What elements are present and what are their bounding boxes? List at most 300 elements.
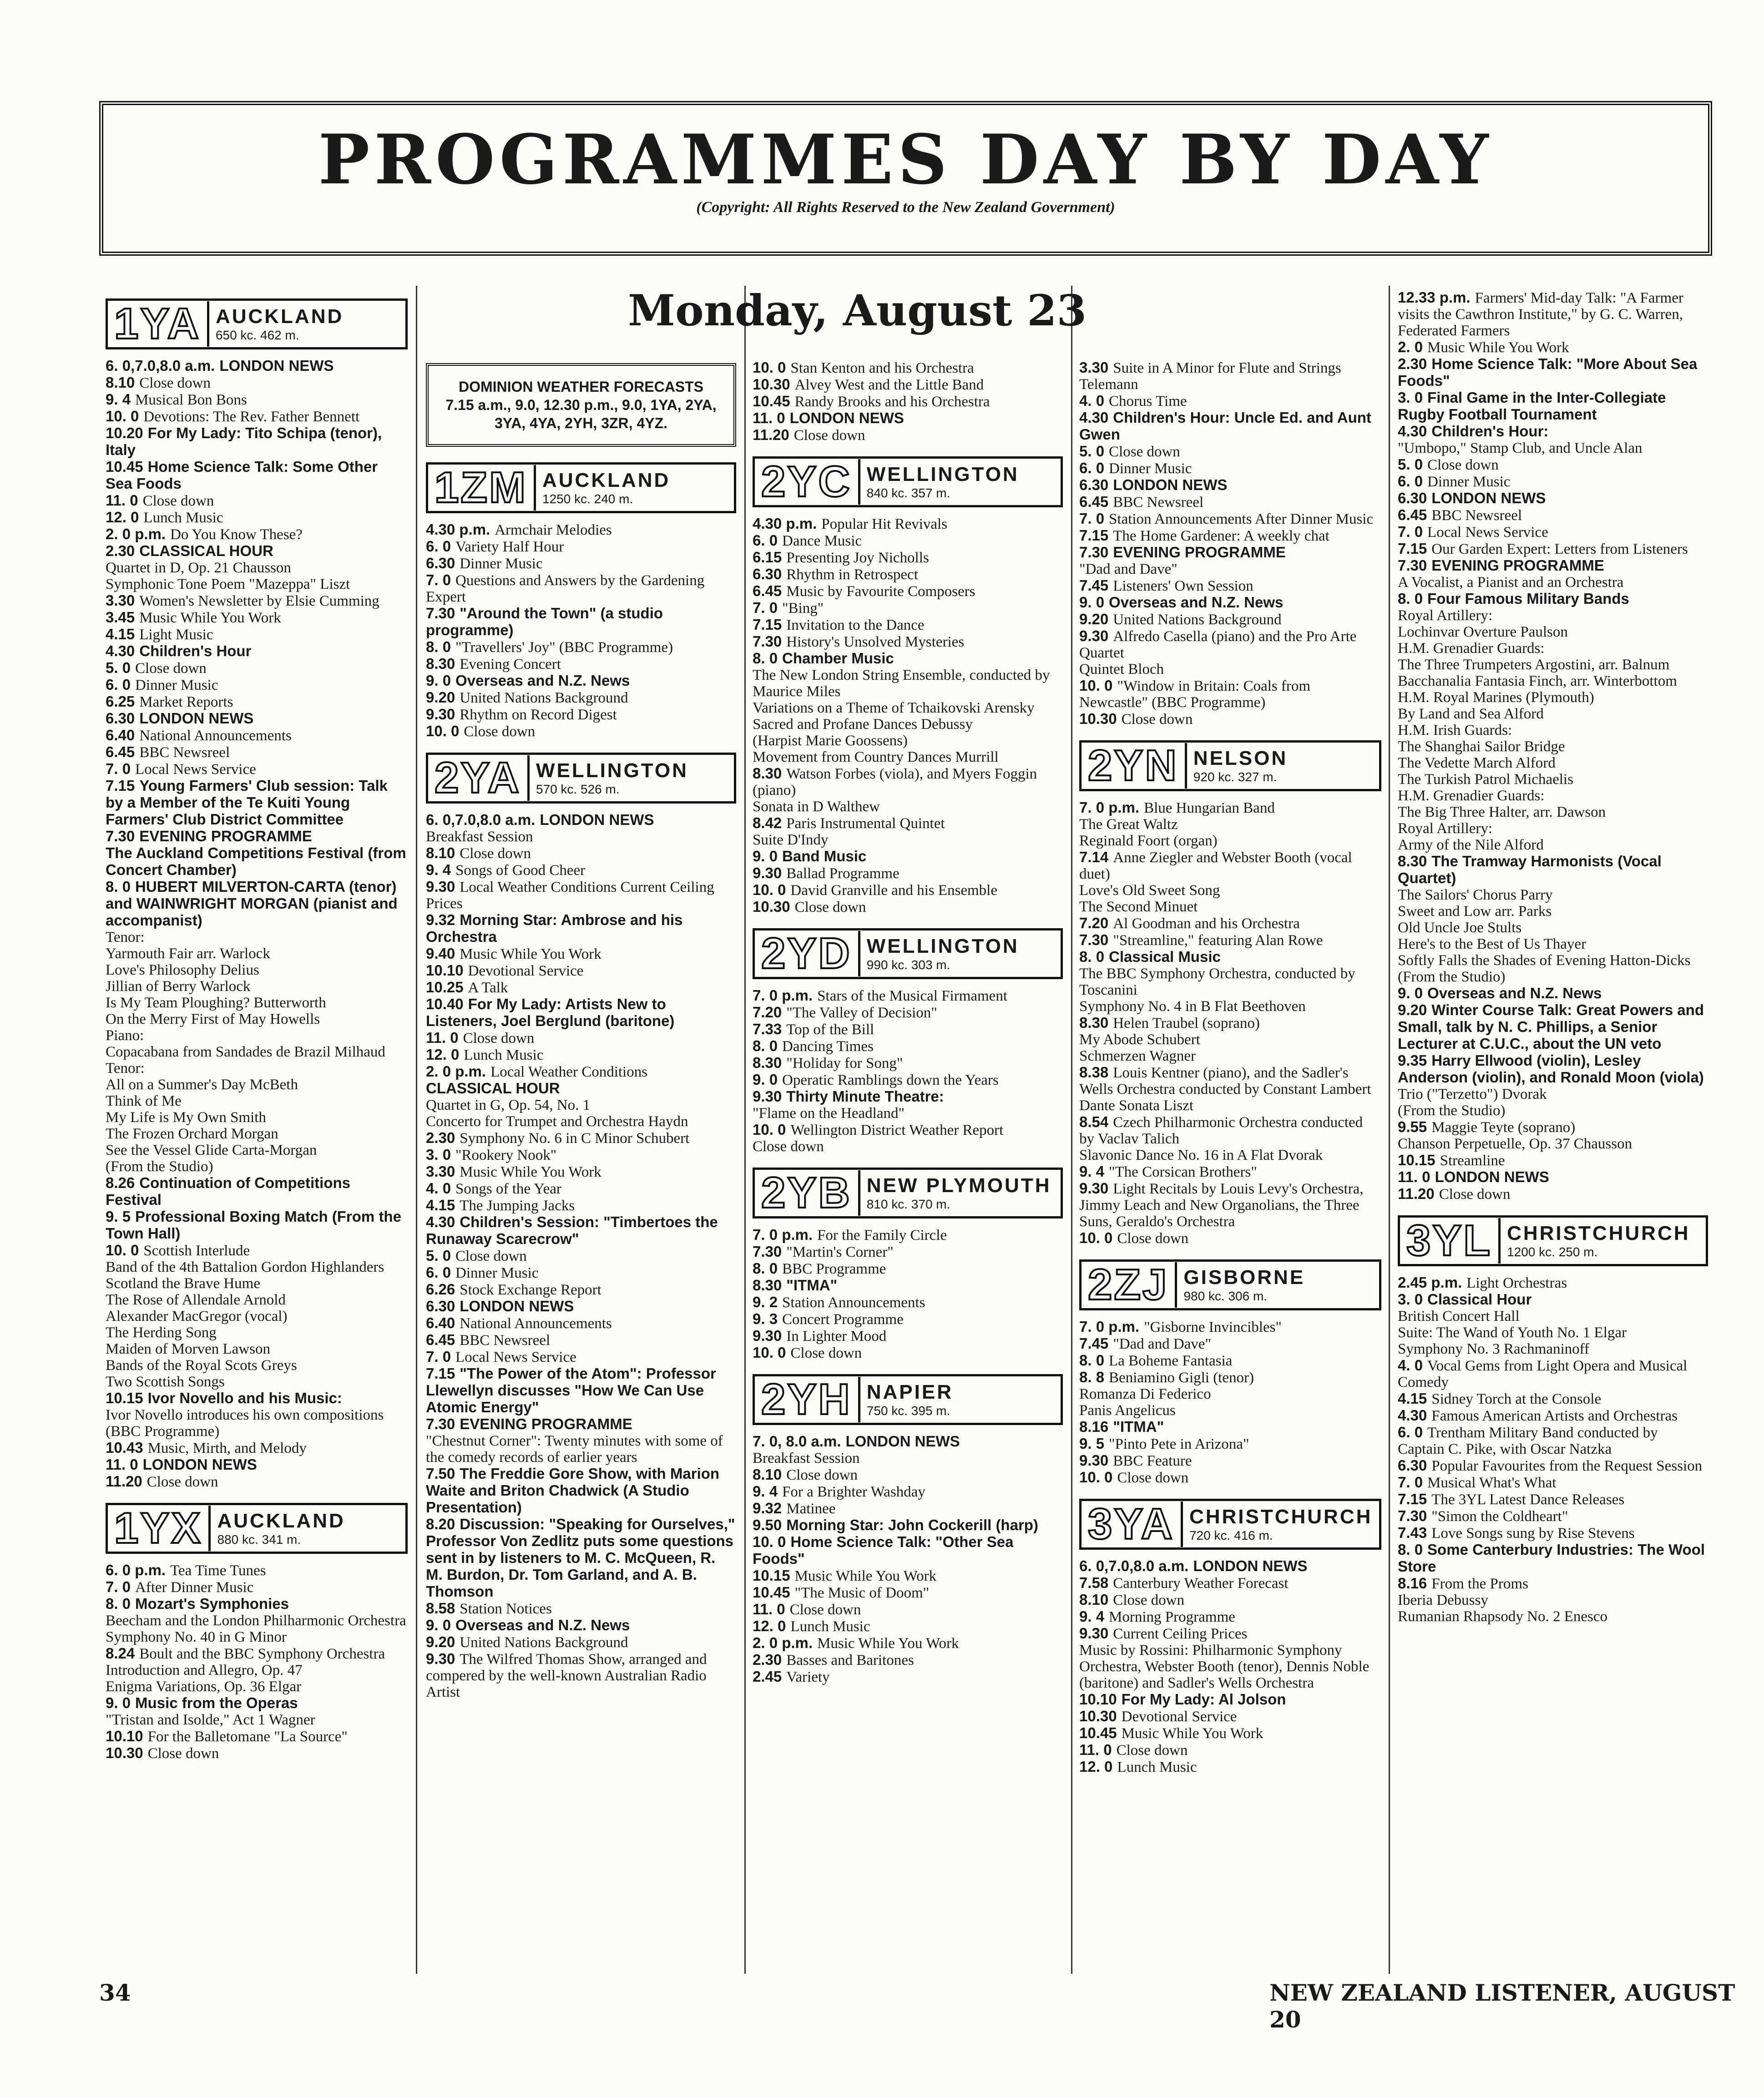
programme-entry [1398,755,1708,771]
programme-entry [753,393,1063,410]
programme-entry [1079,1725,1381,1742]
column-5 [1391,289,1714,1975]
programme-entry [1079,1759,1381,1775]
programme-title: "The Corsican Brothers" [1109,1164,1257,1180]
programme-time: 7. 0 [426,571,451,588]
programme-time: 7. 0 [106,760,131,777]
programme-entry [426,1214,736,1248]
programme-highlight: Four Famous Military Bands [1427,590,1629,607]
programme-title: "The Music of Doom" [794,1585,930,1601]
programme-entry [426,1349,736,1365]
programme-highlight: Classical Music [1109,948,1221,965]
programme-title: The Turkish Patrol Michaelis [1398,771,1573,788]
programme-time: 6.30 [426,1298,455,1314]
programme-entry [1398,339,1708,356]
programme-time: 8. 0 [753,1260,778,1277]
programme-entry [1398,640,1708,657]
programme-title: Farmers' Mid-day Talk: "A Farmer visits the Cawthron Institute," by G. C. Warren, Federated Farmers [1398,290,1683,339]
programme-title: My Life is My Own Smith [106,1109,266,1126]
programme-title: Suite in A Minor for Flute and Strings Telemann [1079,360,1341,393]
programme-entry [106,879,408,929]
programme-entry [1398,440,1708,456]
programme-time: 6.26 [426,1281,455,1298]
programme-time: 7.30 [1398,557,1427,574]
programme-highlight: LONDON NEWS [1435,1168,1549,1185]
column-2 [420,355,743,1975]
programme-title: Close down [1117,1230,1189,1247]
programme-time: 11. 0 [106,492,138,509]
programme-entry [753,1227,1063,1244]
programme-time: 4.30 p.m. [426,521,490,538]
programme-title: Close down [1439,1186,1511,1203]
programme-entry [1398,1508,1708,1525]
programme-time: 9.20 [1398,1001,1427,1018]
programme-title: Rhythm in Retrospect [786,566,918,583]
programme-entry [1398,490,1708,507]
programme-time: 10. 0 [753,881,786,898]
programme-time: 7.15 [106,777,135,794]
programme-title: History's Unsolved Mysteries [786,634,965,650]
programme-entry [1398,1592,1708,1608]
programme-title: The Shanghai Sailor Bridge [1398,738,1565,755]
programme-time: 8. 0 [1079,1352,1105,1369]
listing-2yc [753,516,1063,915]
programme-title: Music by Favourite Composers [786,583,976,600]
programme-time: 7.33 [753,1021,782,1037]
programme-title: "Bing" [782,600,824,617]
station-header-1ya [106,298,408,349]
programme-time: 11. 0 [1079,1741,1112,1758]
programme-title: Paris Instrumental Quintet [786,815,945,832]
programme-time: 9.30 [753,1088,782,1105]
programme-entry [106,1011,408,1027]
programme-title: "Chestnut Corner": Twenty minutes with some of the comedy records of earlier years [426,1433,723,1466]
programme-entry [426,1365,736,1416]
programme-title: United Nations Background [460,690,628,706]
programme-title: Local News Service [1427,524,1548,541]
programme-highlight: Winter Course Talk: Great Powers and Small, talk by N. C. Phillips, a Senior Lecturer at C.U.C., about the UN veto [1398,1001,1704,1052]
programme-title: Close down [794,899,866,915]
programme-highlight: Mozart's Symphonies [135,1595,289,1612]
programme-entry [426,996,736,1030]
programme-highlight: "The Power of the Atom": Professor Llewellyn discusses "How We Can Use Atomic Energy" [426,1365,716,1416]
programme-entry [1398,673,1708,689]
programme-time: 7.58 [1079,1574,1109,1591]
programme-highlight: Music from the Operas [135,1694,298,1711]
programme-entry [753,716,1063,733]
programme-title: In Lighter Mood [786,1328,887,1345]
station-city: WELLINGTON [866,463,1019,485]
column-rule [416,286,417,1974]
programme-highlight: EVENING PROGRAMME [1431,557,1604,574]
programme-time: 9. 5 [106,1208,131,1225]
programme-entry [1398,524,1708,541]
station-frequency: 1200 kc. 250 m. [1507,1245,1598,1259]
listing-1ya [106,358,408,1490]
programme-title: Close down [1113,1592,1184,1608]
programme-entry [753,1534,1063,1567]
programme-title: Music While You Work [794,1568,937,1584]
programme-title: Royal Artillery: [1398,607,1493,624]
station-city: AUCKLAND [542,469,671,491]
programme-entry [753,1328,1063,1345]
programme-entry [1079,1575,1381,1592]
programme-title: (From the Studio) [1398,969,1506,985]
programme-time: 2.30 [106,542,135,559]
programme-entry [1079,1048,1381,1064]
programme-time: 7.30 [426,1416,455,1432]
programme-time: 10. 0 [1079,677,1113,694]
programme-title: Light Recitals by Louis Levy's Orchestra, Jimmy Leach and New Organolians, the Three Suns, Geraldo's Orchestra [1079,1181,1364,1230]
programme-title: Quartet in G, Op. 54, No. 1 [426,1097,591,1113]
programme-title: National Announcements [139,728,292,744]
programme-time: 8.42 [753,814,782,831]
programme-title: Station Notices [460,1601,552,1617]
column-4 [1073,359,1388,1975]
programme-title: Softly Falls the Shades of Evening Hatton-Dicks [1398,952,1691,969]
programme-title: Love's Old Sweet Song [1079,882,1220,899]
programme-entry [753,410,1063,427]
programme-title: Close down [790,1345,862,1361]
programme-title: Royal Artillery: [1398,820,1493,837]
programme-entry [1398,853,1708,887]
programme-title: Lunch Music [790,1618,870,1635]
programme-time: 7. 0 p.m. [1079,1318,1140,1335]
programme-entry [426,689,736,706]
programme-entry [1079,1592,1381,1608]
programme-entry [1398,1169,1708,1186]
programme-time: 6. 0,7.0,8.0 a.m. [1079,1557,1189,1574]
listing-2ya [426,812,736,1700]
programme-title: Chorus Time [1109,393,1187,409]
programme-title: Breakfast Session [426,829,533,845]
programme-title: Dance Music [782,533,862,549]
station-frequency: 810 kc. 370 m. [866,1197,950,1211]
station-frequency: 880 kc. 341 m. [217,1532,301,1547]
programme-time: 3.45 [106,609,135,626]
programme-title: Market Reports [139,694,233,710]
programme-title: BBC Programme [782,1261,886,1277]
programme-time: 9.32 [753,1500,782,1517]
programme-entry [106,778,408,828]
programme-entry [753,633,1063,650]
programme-entry [753,865,1063,882]
programme-time: 8.16 [1398,1575,1427,1592]
programme-time: 8.10 [1079,1591,1109,1608]
programme-entry [106,1259,408,1275]
programme-title: Stock Exchange Report [460,1282,601,1298]
programme-time: 7. 0 [753,599,778,616]
date-heading: Monday, August 23 [628,286,1087,336]
programme-time: 7.15 [426,1365,455,1382]
programme-title: The Three Trumpeters Argostini, arr. Balnum [1398,657,1670,673]
programme-time: 6. 0 [1398,473,1423,490]
programme-time: 11.20 [753,426,789,443]
programme-title: The Rose of Allendale Arnold [106,1292,286,1308]
programme-time: 2.45 [753,1668,782,1685]
programme-entry [106,1440,408,1456]
listing-2ya-continued [753,359,1063,444]
programme-highlight: Children's Session: "Timbertoes the Runaway Scarecrow" [426,1213,718,1247]
programme-title: Close down [1109,444,1180,460]
programme-title: Top of the Bill [786,1021,874,1038]
programme-title: Dancing Times [782,1038,874,1055]
programme-title: H.M. Royal Marines (Plymouth) [1398,689,1594,706]
programme-entry [1398,1308,1708,1325]
station-call: 1ZM [428,465,536,511]
programme-entry [106,543,408,560]
programme-title: Musical Bon Bons [135,392,247,408]
programme-time: 4.30 p.m. [753,515,817,532]
programme-entry [106,1341,408,1357]
programme-entry [106,660,408,677]
station-header-3ya [1079,1499,1381,1550]
programme-title: Close down [789,1602,861,1618]
listing-2zj [1079,1319,1381,1486]
programme-entry [426,605,736,639]
programme-time: 9.30 [1079,1625,1109,1642]
programme-entry [426,862,736,879]
page-number: 34 [99,1979,131,2006]
programme-title: "Martin's Corner" [786,1244,894,1260]
programme-entry [106,693,408,710]
programme-entry [753,617,1063,633]
weather-title: DOMINION WEATHER FORECASTS [458,379,704,395]
programme-time: 11. 0 [753,409,785,426]
programme-title: The BBC Symphony Orchestra, conducted by Toscanini [1079,966,1355,998]
programme-entry [106,845,408,879]
programme-time: 8.10 [426,844,455,861]
programme-entry [106,526,408,543]
programme-highlight: EVENING PROGRAMME [1113,544,1286,561]
programme-entry [1079,1642,1381,1691]
programme-entry [1398,507,1708,524]
programme-entry [1398,574,1708,591]
programme-entry [1079,1064,1381,1097]
programme-highlight: Young Farmers' Club session: Talk by a Member of the Te Kuiti Young Farmers' Club District Committee [106,777,388,828]
listing-2yh [753,1433,1063,1685]
programme-time: 9. 0 [426,1617,451,1633]
programme-highlight: Classical Hour [1427,1291,1532,1308]
programme-title: Romanza Di Federico [1079,1386,1211,1402]
programme-time: 2. 0 p.m. [426,1063,486,1080]
programme-title: Dinner Music [455,1265,539,1281]
programme-entry [426,1281,736,1298]
column-1 [99,286,414,1974]
programme-title: Music by Rossini: Philharmonic Symphony Orchestra, Webster Booth (tenor), Dennis Noble (baritone) and Sadler's Wells Orchestra [1079,1642,1370,1691]
programme-entry [753,549,1063,566]
programme-entry [753,1277,1063,1294]
programme-title: Close down [147,1474,218,1490]
programme-entry [106,425,408,459]
programme-highlight: "ITMA" [786,1277,838,1294]
station-city: WELLINGTON [536,759,688,782]
programme-title: Watson Forbes (viola), and Myers Foggin (piano) [753,766,1037,799]
programme-entry [1079,932,1381,949]
programme-title: Devotional Service [1121,1709,1237,1725]
programme-highlight: For My Lady: Tito Schipa (tenor), Italy [106,425,382,458]
programme-title: Light Music [139,627,213,643]
programme-entry [1079,1369,1381,1386]
programme-entry [426,979,736,996]
programme-title: Morning Programme [1109,1609,1235,1625]
programme-title: Symphonic Tone Poem "Mazeppa" Liszt [106,576,350,592]
programme-entry [106,1662,408,1678]
programme-time: 9.30 [1079,1180,1109,1197]
programme-time: 4. 0 [1079,392,1105,409]
programme-title: "Dad and Dave" [1079,561,1178,577]
station-frequency: 750 kc. 395 m. [866,1404,950,1418]
station-header-2yn [1079,740,1381,791]
programme-title: Concerto for Trumpet and Orchestra Haydn [426,1113,688,1130]
programme-entry [426,1416,736,1433]
programme-time: 6. 0 [426,1264,451,1281]
programme-time: 6.45 [426,1331,455,1348]
programme-entry [426,1030,736,1046]
programme-entry [753,899,1063,915]
programme-time: 6.45 [106,743,135,760]
programme-entry [106,1456,408,1473]
programme-entry [753,1260,1063,1277]
programme-time: 9. 4 [1079,1608,1105,1625]
programme-title: Variations on a Theme of Tchaikovski Arensky [753,700,1035,716]
listing-3yl [1398,1274,1708,1625]
programme-title: Slavonic Dance No. 16 in A Flat Dvorak [1079,1147,1323,1163]
station-call: 2YD [755,931,860,976]
listing-2yn [1079,799,1381,1247]
programme-entry [426,912,736,945]
programme-time: 10.30 [1079,1708,1117,1724]
programme-time: 9.20 [1079,611,1109,627]
programme-entry [1079,915,1381,932]
programme-entry [106,643,408,660]
programme-title: Popular Favourites from the Request Session [1431,1458,1703,1474]
programme-title: Music, Mirth, and Melody [147,1440,307,1456]
programme-title: Breakfast Session [753,1450,860,1466]
programme-time: 7.30 [426,605,455,622]
programme-entry [1079,577,1381,594]
programme-title: Famous American Artists and Orchestras [1431,1408,1678,1424]
programme-time: 10. 0 [753,1344,786,1361]
programme-title: Army of the Nile Alford [1398,837,1544,853]
programme-highlight: Morning Star: John Cockerill (harp) [786,1517,1038,1533]
programme-time: 4. 0 [426,1180,451,1197]
programme-entry [1079,998,1381,1015]
programme-highlight: EVENING PROGRAMME [139,828,312,844]
programme-entry [106,1292,408,1308]
programme-title: From the Proms [1431,1576,1528,1592]
programme-time: 9.40 [426,945,455,962]
programme-entry [1398,289,1708,339]
programme-entry [753,1294,1063,1311]
programme-highlight: Overseas and N.Z. News [455,1617,630,1633]
programme-time: 10.45 [106,458,143,475]
programme-time: 8.30 [1079,1014,1109,1031]
programme-entry [426,706,736,723]
programme-time: 7.20 [753,1004,782,1021]
programme-entry [753,815,1063,832]
programme-title: Lochinvar Overture Paulson [1398,624,1568,640]
programme-title: Introduction and Allegro, Op. 47 [106,1662,303,1678]
programme-entry [106,1158,408,1175]
programme-entry [426,1516,736,1600]
programme-title: The Frozen Orchard Morgan [106,1126,278,1142]
programme-time: 8.30 [753,765,782,782]
programme-entry [426,639,736,656]
programme-title: Symphony No. 4 in B Flat Beethoven [1079,998,1306,1015]
programme-time: 10.15 [753,1567,790,1584]
programme-time: 6.30 [426,555,455,571]
programme-time: 9.20 [426,1633,455,1650]
programme-entry [1398,356,1708,389]
station-header-2yc [753,456,1063,507]
programme-title: Close down [1427,457,1499,473]
programme-entry [106,1407,408,1440]
station-header-3yl [1398,1215,1708,1266]
programme-title: Trio ("Terzetto") Dvorak [1398,1086,1547,1102]
station-call: 3YL [1400,1218,1501,1264]
listing-2yb [753,1227,1063,1361]
station-frequency: 920 kc. 327 m. [1193,770,1277,784]
programme-time: 6.30 [106,710,135,727]
programme-time: 4.30 [1079,409,1109,426]
programme-entry [1079,966,1381,998]
station-frequency: 840 kc. 357 m. [866,486,950,500]
programme-time: 10.45 [1079,1724,1117,1741]
programme-entry [426,1147,736,1163]
programme-entry [106,1745,408,1762]
station-frequency: 980 kc. 306 m. [1183,1289,1268,1303]
programme-title: Matinee [786,1501,836,1517]
programme-entry [1398,722,1708,738]
programme-entry [1398,1052,1708,1086]
programme-title: Our Garden Expert: Letters from Listeners [1431,541,1688,557]
listing-1yx [106,1562,408,1762]
programme-title: Armchair Melodies [495,522,612,538]
programme-entry [1079,882,1381,899]
programme-title: Sweet and Low arr. Parks [1398,903,1552,920]
programme-entry [106,1596,408,1613]
programme-time: 8. 0 [1398,1541,1423,1558]
programme-title: Band of the 4th Battalion Gordon Highlanders [106,1259,384,1275]
programme-entry [1398,1457,1708,1474]
programme-title: BBC Feature [1113,1453,1192,1469]
programme-entry [106,509,408,526]
station-call: 3YA [1082,1501,1183,1547]
programme-entry [426,962,736,979]
column-3 [746,359,1069,1975]
programme-title: The Jumping Jacks [460,1198,575,1214]
station-city: NEW PLYMOUTH [866,1174,1051,1197]
programme-entry [426,1600,736,1617]
programme-time: 9. 5 [1079,1435,1105,1452]
programme-time: 7.15 [1079,527,1109,544]
programme-time: 8.10 [753,1466,782,1483]
programme-entry [753,733,1063,749]
programme-time: 6. 0 [426,538,451,555]
programme-title: BBC Newsreel [460,1332,551,1349]
programme-title: Operatic Ramblings down the Years [782,1072,999,1088]
station-call: 1YA [108,301,209,347]
programme-entry [106,1126,408,1142]
programme-entry [1398,887,1708,903]
programme-entry [753,532,1063,549]
programme-entry [753,427,1063,444]
programme-title: Local News Service [455,1349,576,1365]
programme-entry [1398,423,1708,440]
programme-title: Vocal Gems from Light Opera and Musical Comedy [1398,1358,1688,1390]
programme-entry [1079,1469,1381,1486]
